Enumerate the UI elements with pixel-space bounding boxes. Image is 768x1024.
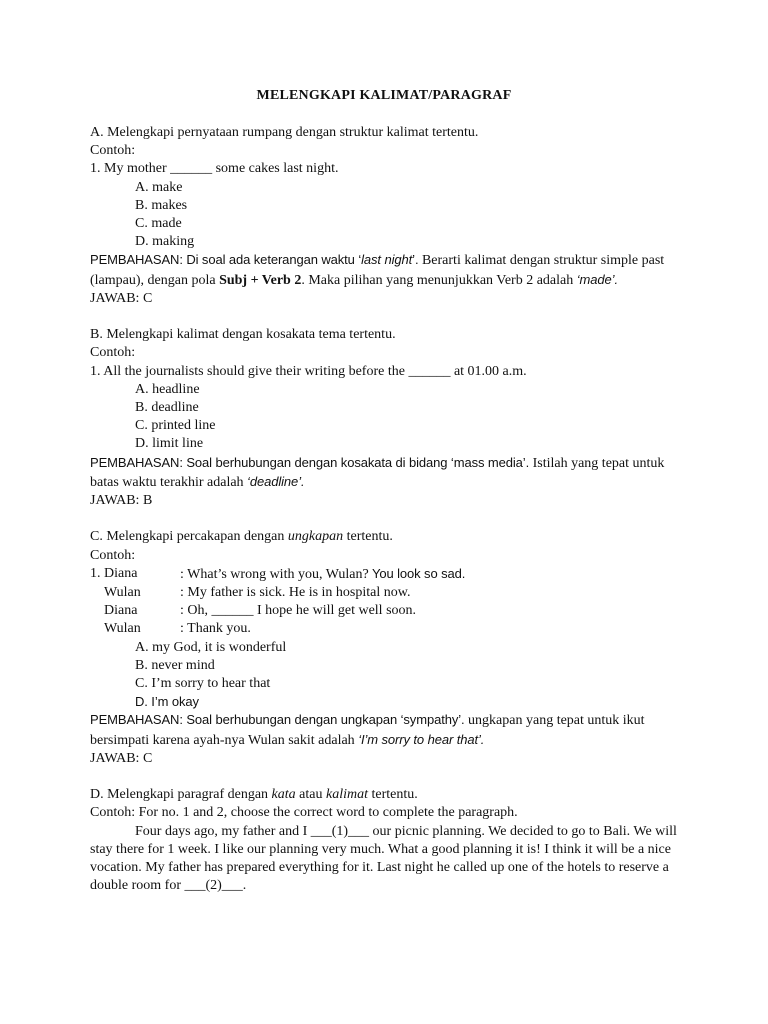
option-b: B. never mind [135,657,215,673]
pembahasan-label: PEMBAHASAN [90,712,180,728]
pembahasan-label: PEMBAHASAN [90,454,180,470]
option-d: D. I’m okay [135,694,199,710]
contoh-label: Contoh: [90,547,136,563]
contoh-label: Contoh: [90,143,136,159]
paragraph-line: stay there for 1 week. I like our planning very much. What a good planning it is! I think it will be a nice [90,841,671,857]
spacer [90,308,690,326]
section-d-heading: D. Melengkapi paragraf dengan kata atau kalimat tertentu. [90,787,418,803]
explanation-a-line-1: PEMBAHASAN: Di soal ada keterangan waktu ‘last night’. Berarti kalimat dengan struktur simple past [90,252,665,269]
answer-a: JAWAB: C [90,290,153,306]
document-body [90,124,690,895]
speaker-name: Wulan [104,621,141,637]
option-d: D. limit line [135,436,204,452]
option-a: A. my God, it is wonderful [135,639,287,655]
section-c-heading: C. Melengkapi percakapan dengan ungkapan tertentu. [90,529,393,545]
paragraph-line: double room for ___(2)___. [90,878,247,894]
contoh-instruction: Contoh: For no. 1 and 2, choose the correct word to complete the paragraph. [90,805,518,821]
option-b: B. deadline [135,400,199,416]
answer-b: JAWAB: B [90,493,153,509]
explanation-a-line-2: (lampau), dengan pola Subj + Verb 2. Maka pilihan yang menunjukkan Verb 2 adalah ‘made’. [90,271,618,288]
explanation-b-line-2: batas waktu terakhir adalah ‘deadline’. [90,473,305,490]
question-a-1: 1. My mother ______ some cakes last night. [90,161,339,177]
spacer [90,768,690,786]
paragraph-line: Four days ago, my father and I ___(1)___ our picnic planning. We decided to go to Bali. We will [135,823,677,839]
explanation-c-line-2: bersimpati karena ayah-nya Wulan sakit adalah ‘I’m sorry to hear that’. [90,731,485,748]
answer-c: JAWAB: C [90,750,153,766]
option-b: B. makes [135,197,188,213]
option-c: C. printed line [135,418,216,434]
speaker-name: Diana [104,603,138,619]
option-a: A. headline [135,381,200,397]
explanation-b-line-1: PEMBAHASAN: Soal berhubungan dengan kosakata di bidang ‘mass media’. Istilah yang tepat untuk [90,454,665,471]
speaker-name: Wulan [104,585,141,601]
section-b-heading: B. Melengkapi kalimat dengan kosakata tema tertentu. [90,327,396,343]
option-c: C. I’m sorry to hear that [135,676,271,692]
option-a: A. make [135,179,183,195]
option-c: C. made [135,216,182,232]
dialog-line: Diana : Oh, ______ I hope he will get well soon. [90,602,690,620]
dialog-line: Wulan : Thank you. [90,620,690,638]
paragraph-line: vocation. My father has prepared everything for it. Last night he called up one of the hotels to reserve a [90,860,669,876]
option-d: D. making [135,234,195,250]
page-title: MELENGKAPI KALIMAT/PARAGRAF [256,88,512,103]
question-b-1: 1. All the journalists should give their writing before the ______ at 01.00 a.m. [90,363,527,379]
dialog-line: 1. Diana : What’s wrong with you, Wulan? You look so sad. [90,565,690,584]
section-a-heading: A. Melengkapi pernyataan rumpang dengan struktur kalimat tertentu. [90,125,479,140]
contoh-label: Contoh: [90,345,136,361]
explanation-c-line-1: PEMBAHASAN: Soal berhubungan dengan ungkapan ‘sympathy’. ungkapan yang tepat untuk ikut [90,712,645,729]
pembahasan-label: PEMBAHASAN [90,252,180,268]
dialog-line: Wulan : My father is sick. He is in hospital now. [90,584,690,602]
speaker-name: 1. Diana [90,565,138,581]
spacer [90,510,690,528]
